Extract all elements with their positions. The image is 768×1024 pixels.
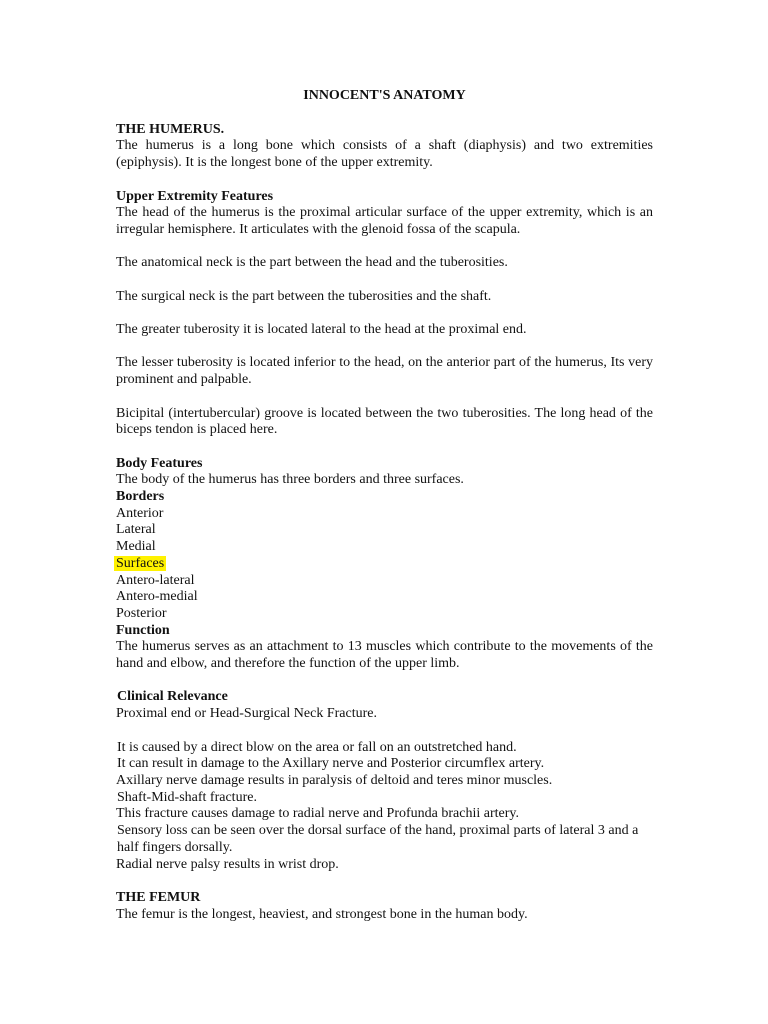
spacer: [116, 439, 653, 456]
spacer: [116, 239, 653, 256]
upper-extremity-paragraph-5: The lesser tuberosity is located inferior to the head, on the anterior part of the humerus, Its very prominent and palpable.: [116, 355, 653, 388]
clinical-subheading: Proximal end or Head-Surgical Neck Fracture.: [116, 706, 377, 722]
border-item-medial: Medial: [116, 539, 156, 555]
clinical-relevance-heading: Clinical Relevance: [117, 689, 228, 705]
humerus-heading: THE HUMERUS.: [116, 121, 225, 137]
surfaces-heading-line: [116, 556, 653, 573]
clinical-line: Radial nerve palsy results in wrist drop.: [116, 856, 339, 872]
function-heading: Function: [116, 622, 170, 638]
clinical-line: It can result in damage to the Axillary nerve and Posterior circumflex artery.: [117, 756, 545, 772]
border-item-lateral: Lateral: [116, 522, 156, 538]
spacer: [116, 723, 653, 740]
border-item-anterior: Anterior: [116, 505, 164, 521]
upper-extremity-heading: Upper Extremity Features: [116, 188, 274, 204]
document-page: [116, 88, 653, 923]
clinical-line: It is caused by a direct blow on the area or fall on an outstretched hand.: [117, 739, 517, 755]
surface-item-antero-medial: Antero-medial: [116, 589, 198, 605]
femur-heading: THE FEMUR: [116, 889, 201, 905]
surface-item-posterior: Posterior: [116, 605, 167, 621]
clinical-line: Shaft-Mid-shaft fracture.: [117, 789, 257, 805]
upper-extremity-paragraph-2: The anatomical neck is the part between the head and the tuberosities.: [116, 255, 508, 271]
clinical-line: Sensory loss can be seen over the dorsal surface of the hand, proximal parts of lateral 3 and a half fingers dorsally.: [117, 823, 639, 855]
borders-heading: Borders: [116, 489, 165, 505]
spacer: [116, 389, 653, 406]
clinical-line: Axillary nerve damage results in paralysis of deltoid and teres minor muscles.: [116, 772, 553, 788]
upper-extremity-paragraph-1: The head of the humerus is the proximal articular surface of the upper extremity, which is an irregular hemisphere. It articulates with the glenoid fossa of the scapula.: [116, 205, 653, 237]
spacer: [116, 673, 653, 690]
spacer: [116, 172, 653, 189]
clinical-line: This fracture causes damage to radial nerve and Profunda brachii artery.: [116, 806, 519, 822]
spacer: [116, 305, 653, 322]
spacer: [116, 272, 653, 289]
surface-item-antero-lateral: Antero-lateral: [116, 572, 195, 588]
humerus-intro: The humerus is a long bone which consists of a shaft (diaphysis) and two extremities (epiphysis). It is the longest bone of the upper extremity.: [116, 138, 653, 171]
surfaces-heading-highlighted: Surfaces: [116, 555, 165, 571]
upper-extremity-paragraph-3: The surgical neck is the part between the tuberosities and the shaft.: [116, 288, 492, 304]
body-features-heading: Body Features: [116, 455, 203, 471]
upper-extremity-paragraph-6: Bicipital (intertubercular) groove is located between the two tuberosities. The long head of the biceps tendon is placed here.: [116, 405, 653, 438]
body-features-intro: The body of the humerus has three borders and three surfaces.: [116, 472, 464, 488]
document-title: INNOCENT'S ANATOMY: [303, 88, 466, 103]
function-paragraph: The humerus serves as an attachment to 13 muscles which contribute to the movements of the hand and elbow, and therefore the function of the upper limb.: [116, 639, 653, 672]
spacer: [116, 873, 653, 890]
upper-extremity-paragraph-4: The greater tuberosity it is located lateral to the head at the proximal end.: [116, 322, 527, 338]
spacer: [116, 339, 653, 356]
femur-intro: The femur is the longest, heaviest, and strongest bone in the human body.: [116, 906, 528, 922]
